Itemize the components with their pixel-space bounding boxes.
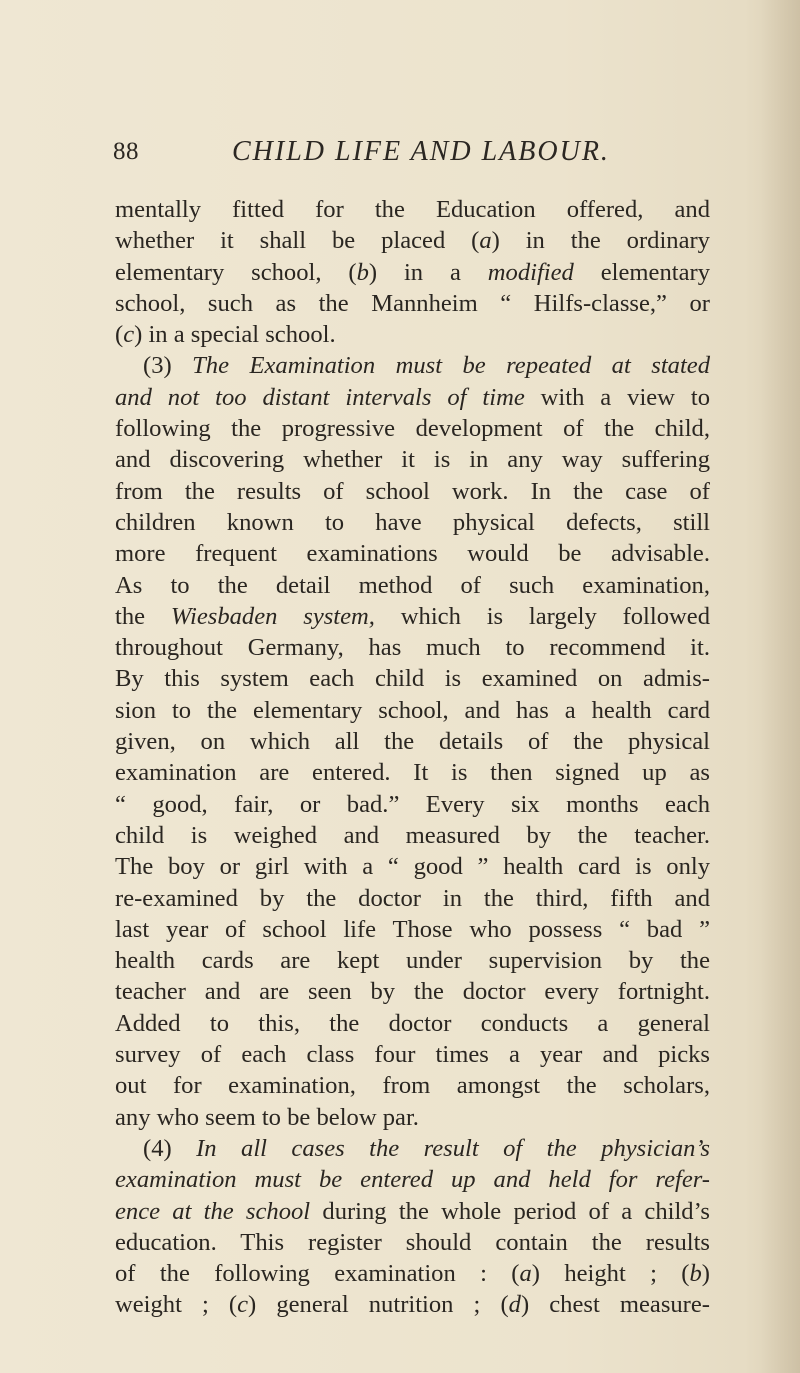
text-run: ) xyxy=(701,1260,710,1288)
body-text xyxy=(115,194,710,1321)
text-line xyxy=(115,1070,710,1101)
text-run: out for examination, from amongst the scholars, xyxy=(115,1072,710,1100)
italic-text: c xyxy=(123,321,135,349)
text-line xyxy=(115,507,710,538)
text-run: ) chest measure- xyxy=(520,1291,710,1319)
text-run: the xyxy=(115,602,171,630)
text-run: By this system each child is examined on admis- xyxy=(115,665,710,693)
text-line xyxy=(115,663,710,694)
text-line xyxy=(115,570,710,601)
italic-text: a xyxy=(479,227,492,255)
text-line xyxy=(115,1039,710,1070)
text-line xyxy=(115,382,710,413)
text-run: elementary school, ( xyxy=(115,258,357,286)
text-line xyxy=(115,319,710,350)
text-line xyxy=(115,1227,710,1258)
text-line xyxy=(115,444,710,475)
text-line xyxy=(115,1258,710,1289)
text-run: during the whole period of a child’s xyxy=(310,1197,710,1225)
italic-text: The Examination must be repeated at stated xyxy=(192,352,710,380)
text-line xyxy=(115,1289,710,1320)
text-line xyxy=(115,1008,710,1039)
text-run: and discovering whether it is in any way suffering xyxy=(115,446,710,474)
text-line xyxy=(115,757,710,788)
page-header xyxy=(0,138,800,178)
italic-text: b xyxy=(356,258,369,286)
text-line xyxy=(115,225,710,256)
italic-text: and not too distant intervals of time xyxy=(115,383,525,411)
text-run: ) in a special school. xyxy=(134,321,336,349)
text-run: As to the detail method of such examination, xyxy=(115,571,710,599)
text-run: health cards are kept under supervision by the xyxy=(115,947,710,975)
italic-text: ence at the school xyxy=(115,1197,311,1225)
text-run: from the results of school work. In the case of xyxy=(115,477,710,505)
text-line xyxy=(115,820,710,851)
text-run: following the progressive development of the child, xyxy=(115,415,710,443)
text-run: ) in the ordinary xyxy=(491,227,710,255)
text-line xyxy=(115,726,710,757)
text-run: ( xyxy=(115,321,124,349)
italic-text: b xyxy=(689,1260,702,1288)
text-run: of the following examination : ( xyxy=(115,1260,520,1288)
text-line xyxy=(115,1196,710,1227)
text-run: The boy or girl with a “ good ” health card is only xyxy=(115,853,710,881)
text-line xyxy=(115,851,710,882)
text-run: examination are entered. It is then signed up as xyxy=(115,759,710,787)
text-run: ) general nutrition ; ( xyxy=(248,1291,509,1319)
text-run: school, such as the Mannheim “ Hilfs-classe,” or xyxy=(115,289,710,317)
text-run: re-examined by the doctor in the third, fifth and xyxy=(115,884,710,912)
text-run: ) in a xyxy=(368,258,488,286)
text-line xyxy=(115,476,710,507)
italic-text: Wiesbaden system, xyxy=(170,602,375,630)
text-run: weight ; ( xyxy=(115,1291,238,1319)
text-line xyxy=(115,883,710,914)
text-line xyxy=(115,695,710,726)
text-line xyxy=(115,1133,710,1164)
text-run: elementary xyxy=(573,258,710,286)
text-run: last year of school life Those who possess “ bad ” xyxy=(115,915,710,943)
text-run: child is weighed and measured by the teacher. xyxy=(115,821,710,849)
text-run: teacher and are seen by the doctor every fortnight. xyxy=(115,978,710,1006)
text-run: mentally fitted for the Education offered, and xyxy=(115,196,710,223)
text-run: any who seem to be below par. xyxy=(115,1103,419,1131)
text-line xyxy=(115,1102,710,1133)
text-run: throughout Germany, has much to recommend it. xyxy=(115,634,710,662)
text-line xyxy=(115,632,710,663)
italic-text: c xyxy=(237,1291,249,1319)
text-line xyxy=(115,945,710,976)
text-run: which is largely followed xyxy=(374,602,710,630)
text-run: sion to the elementary school, and has a health card xyxy=(115,696,710,724)
text-run: whether it shall be placed ( xyxy=(115,227,480,255)
page-number: 88 xyxy=(113,138,139,165)
text-run: with a view to xyxy=(524,383,710,411)
italic-text: d xyxy=(508,1291,521,1319)
text-run: (3) xyxy=(143,352,193,380)
text-line xyxy=(115,789,710,820)
page-edge-shadow xyxy=(760,0,800,1373)
text-run: given, on which all the details of the physical xyxy=(115,728,710,756)
italic-text: modified xyxy=(487,258,574,286)
text-line xyxy=(115,1164,710,1195)
text-run: Added to this, the doctor conducts a general xyxy=(115,1009,710,1037)
text-line xyxy=(115,194,710,225)
text-run: “ good, fair, or bad.” Every six months each xyxy=(115,790,710,818)
text-line xyxy=(115,350,710,381)
text-line xyxy=(115,288,710,319)
text-run: education. This register should contain the results xyxy=(115,1228,710,1256)
italic-text: In all cases the result of the physician’s xyxy=(196,1134,710,1162)
text-run: (4) xyxy=(143,1134,197,1162)
italic-text: a xyxy=(519,1260,532,1288)
text-line xyxy=(115,413,710,444)
text-run: children known to have physical defects, still xyxy=(115,508,710,536)
text-line xyxy=(115,914,710,945)
text-line xyxy=(115,976,710,1007)
text-line xyxy=(115,257,710,288)
running-head: CHILD LIFE AND LABOUR. xyxy=(232,136,610,167)
text-run: more frequent examinations would be advisable. xyxy=(115,540,710,568)
italic-text: examination must be entered up and held for refer- xyxy=(115,1166,710,1194)
text-run: ) height ; ( xyxy=(531,1260,690,1288)
text-line xyxy=(115,601,710,632)
text-line xyxy=(115,538,710,569)
text-run: survey of each class four times a year and picks xyxy=(115,1041,710,1069)
